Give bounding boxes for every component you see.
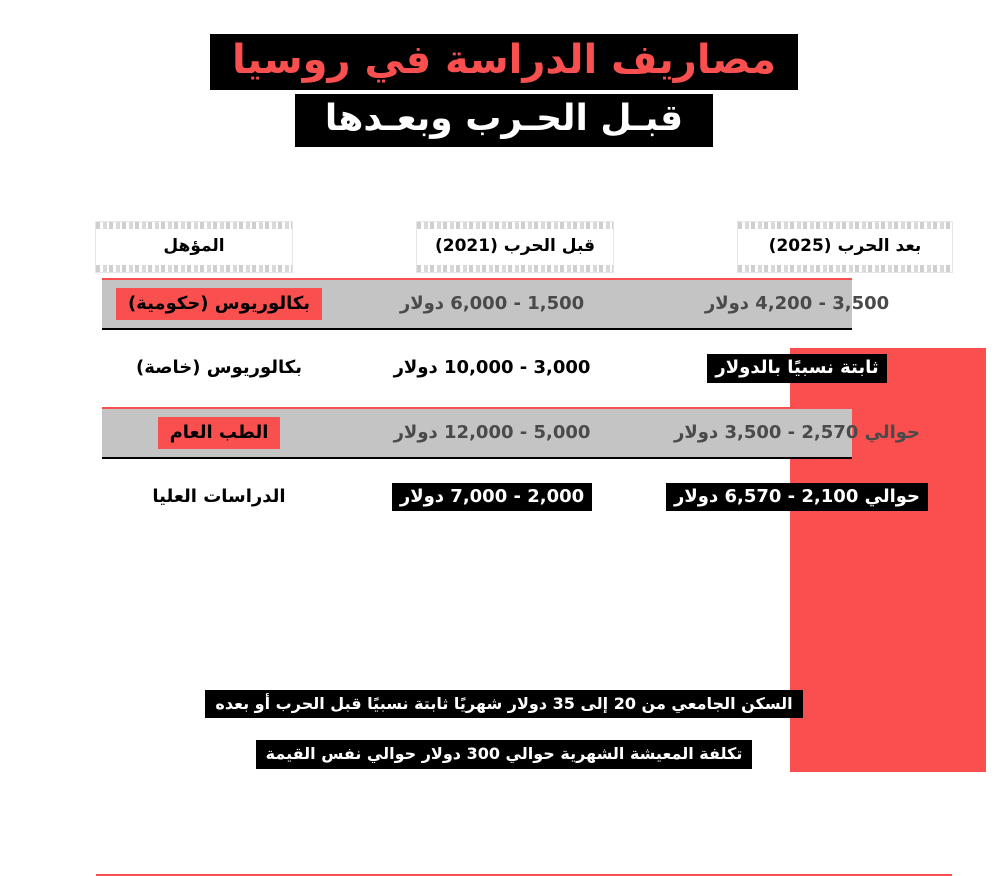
- table-row: [96, 465, 952, 529]
- table-row: [96, 272, 952, 336]
- cell-post-war-value: حوالي 2,570 - 3,500 دولار: [673, 421, 921, 443]
- title-line-1: مصاريف الدراسة في روسيا: [210, 34, 798, 90]
- tuition-comparison-table: [96, 222, 952, 529]
- footnotes: [0, 690, 1008, 791]
- cell-pre-war-value: 5,000 - 12,000 دولار: [393, 421, 591, 443]
- table-header-row: [96, 222, 952, 272]
- column-header-post-war: بعد الحرب (2025): [738, 222, 952, 272]
- cell-qualification: [96, 465, 342, 529]
- table-row: [96, 401, 952, 465]
- cell-post-war-value: 3,500 - 4,200 دولار: [704, 293, 890, 314]
- cell-pre-war: [342, 401, 642, 465]
- cell-pre-war-value: 1,500 - 6,000 دولار: [399, 293, 585, 314]
- footnote-living-cost: [0, 740, 1008, 768]
- cell-qualification-value: الطب العام: [158, 417, 281, 449]
- title-line-2: قبـل الحـرب وبعـدها: [295, 94, 713, 147]
- cell-qualification: [96, 336, 342, 400]
- cell-pre-war: [342, 336, 642, 400]
- cell-pre-war: [342, 272, 642, 336]
- table-row: [96, 336, 952, 400]
- cell-post-war: [642, 465, 952, 529]
- page-title: [0, 34, 1008, 147]
- cell-qualification-value: بكالوريوس (حكومية): [116, 288, 322, 320]
- cell-qualification-value: بكالوريوس (خاصة): [135, 357, 303, 379]
- column-header-qualification: المؤهل: [96, 222, 292, 272]
- footnote-housing-text: السكن الجامعي من 20 إلى 35 دولار شهريًا ثابتة نسبيًا قبل الحرب أو بعده: [205, 690, 802, 718]
- cell-qualification-value: الدراسات العليا: [152, 485, 286, 507]
- cell-qualification: [96, 401, 342, 465]
- cell-post-war: [642, 272, 952, 336]
- cell-post-war: [642, 336, 952, 400]
- cell-pre-war: [342, 465, 642, 529]
- cell-pre-war-value: 2,000 - 7,000 دولار: [392, 483, 592, 511]
- cell-post-war-value: حوالي 2,100 - 6,570 دولار: [666, 483, 928, 511]
- footnote-living-cost-text: تكلفة المعيشة الشهرية حوالي 300 دولار حوالي نفس القيمة: [256, 740, 753, 768]
- column-header-pre-war: قبل الحرب (2021): [417, 222, 613, 272]
- cell-qualification: [96, 272, 342, 336]
- footnote-housing: [0, 690, 1008, 718]
- cell-post-war-value: ثابتة نسبيًا بالدولار: [707, 354, 886, 382]
- cell-pre-war-value: 3,000 - 10,000 دولار: [393, 357, 591, 379]
- cell-post-war: [642, 401, 952, 465]
